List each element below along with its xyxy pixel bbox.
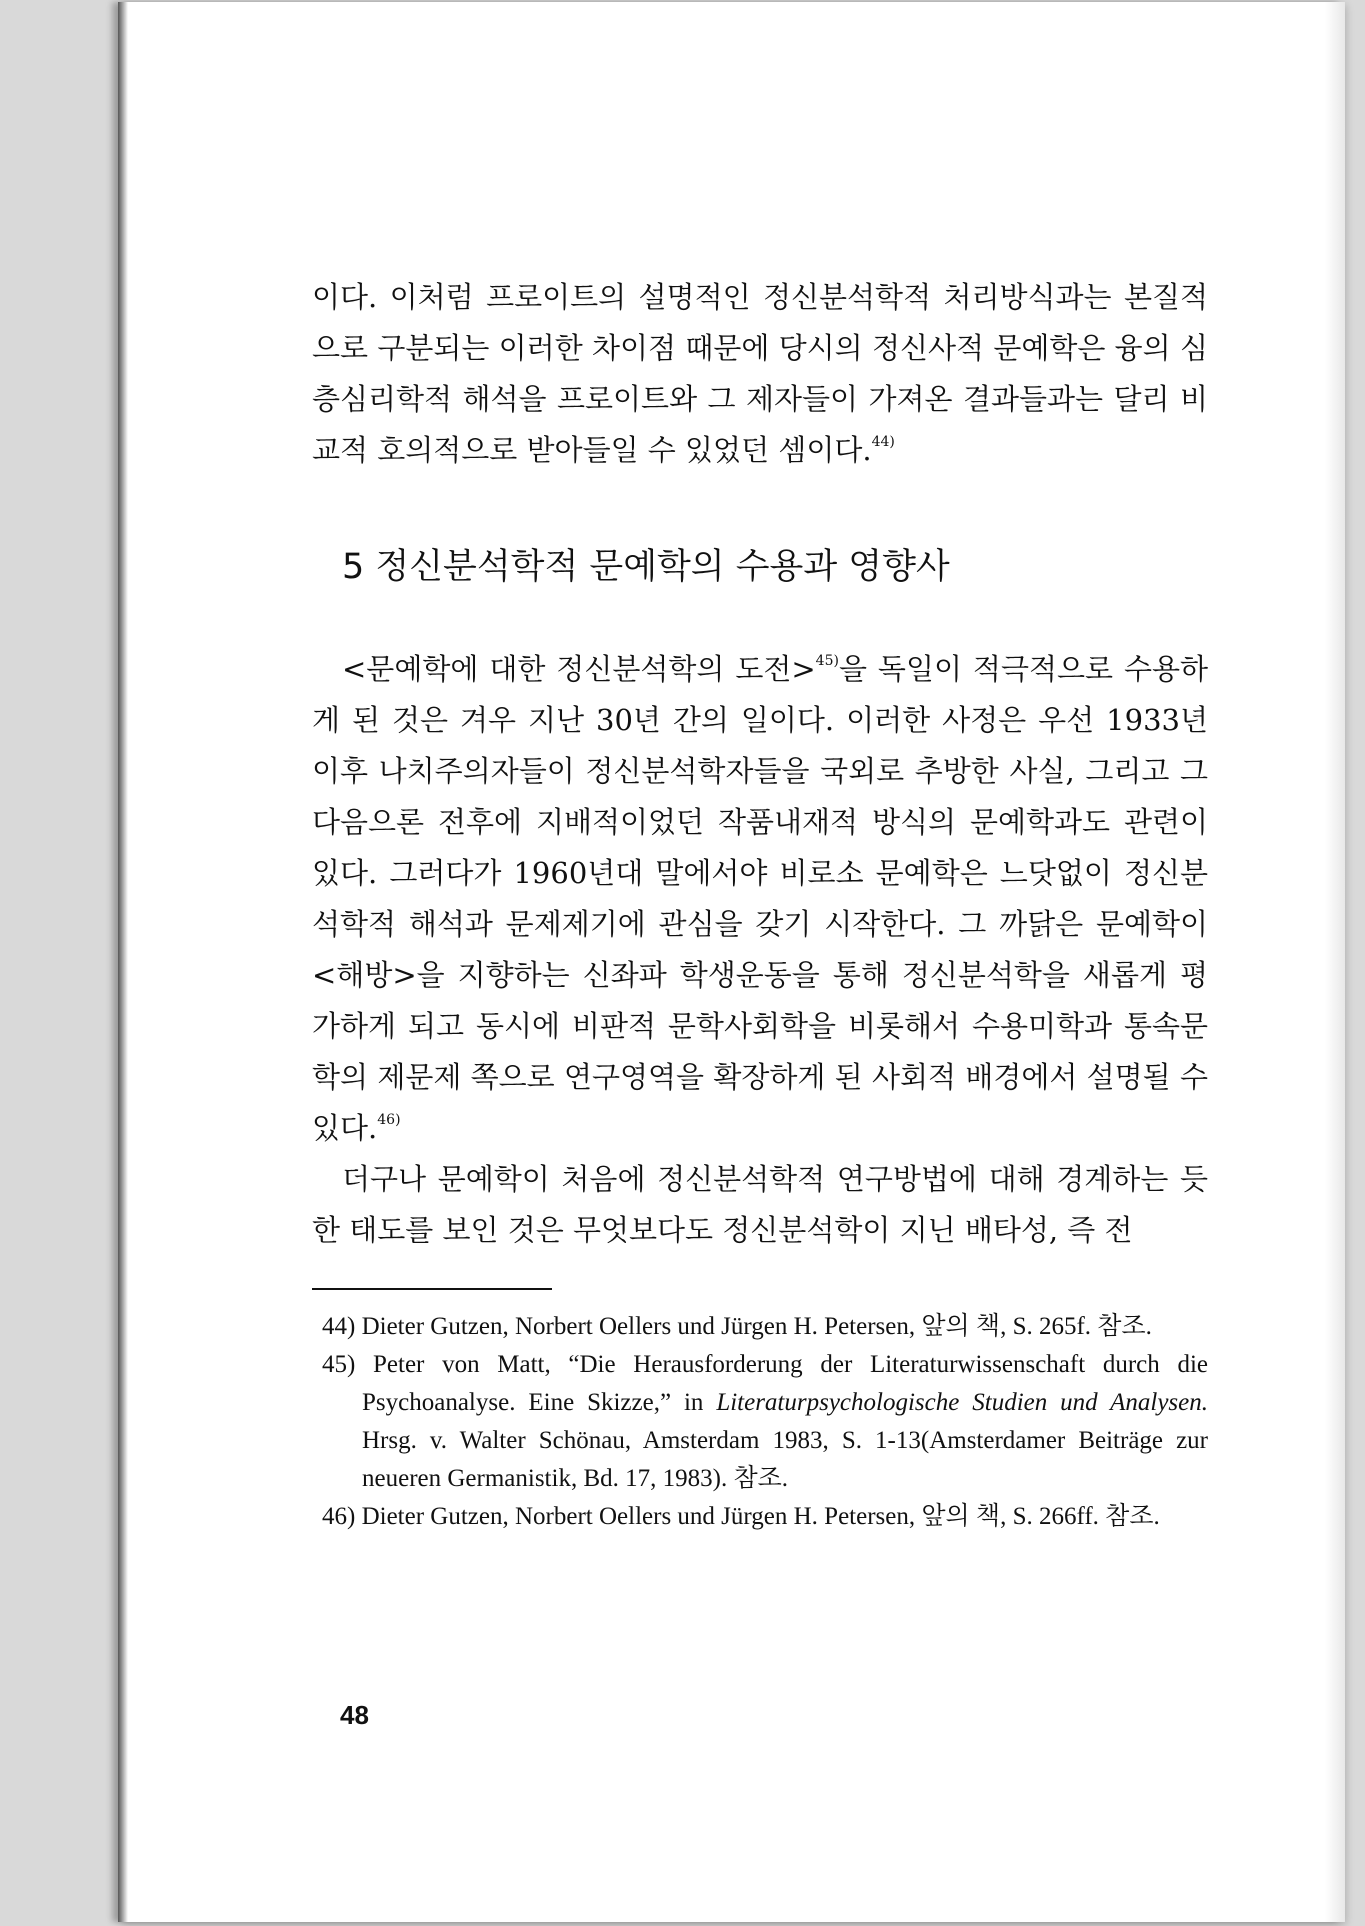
- footnote-45: [322, 1346, 1208, 1498]
- footnote-45-text-a: 45) Peter von Matt, “Die Herausforderung der Literaturwissenschaft durch die Psychoanalyse. Eine Skizze,” in: [322, 1351, 1208, 1416]
- footnote-divider: [312, 1288, 552, 1290]
- paragraph-3: 더구나 문예학이 처음에 정신분석학적 연구방법에 대해 경계하는 듯한 태도를 보인 것은 무엇보다도 정신분석학이 지닌 배타성, 즉 전: [312, 1162, 1208, 1247]
- page-number: 48: [340, 1700, 369, 1730]
- paragraph-2-quote: <문예학에 대한 정신분석학의 도전>: [342, 652, 816, 686]
- footnote-ref-46[interactable]: 46): [377, 1112, 401, 1128]
- footnote-45-text-b: Hrsg. v. Walter Schönau, Amsterdam 1983, S. 1-13(Amsterdamer Beiträge zur neueren Germanistik, Bd. 17, 1983). 참조.: [362, 1427, 1208, 1492]
- page-edge: [1325, 2, 1345, 1922]
- footnote-45-book-title: Literaturpsychologische Studien und Analysen.: [716, 1389, 1208, 1416]
- page-content: [312, 272, 1208, 1536]
- paragraph-2-text: 을 독일이 적극적으로 수용하게 된 것은 겨우 지난 30년 간의 일이다. 이러한 사정은 우선 1933년 이후 나치주의자들이 정신분석학자들을 국외로 추방한 사실, 그리고 그 다음으론 전후에 지배적이었던 작품내재적 방식의 문예학과도 관련이 있다. 그러다가 1960년대 말에서야 비로소 문예학은 느닷없이 정신분석학적 해석과 문제제기에 관심을 갖기 시작한다. 그 까닭은 문예학이 <해방>을 지향하는 신좌파 학생운동을 통해 정신분석학을 새롭게 평가하게 되고 동시에 비판적 문학사회학을 비롯해서 수용미학과 통속문학의 제문제 쪽으로 연구영역을 확장하게 된 사회적 배경에서 설명될 수 있다.: [312, 652, 1208, 1145]
- footnotes-list: [312, 1308, 1208, 1536]
- section-heading: 5 정신분석학적 문예학의 수용과 영향사: [342, 547, 950, 587]
- footnote-46: 46) Dieter Gutzen, Norbert Oellers und Jürgen H. Petersen, 앞의 책, S. 266ff. 참조.: [322, 1503, 1160, 1530]
- paragraph-intro: [312, 272, 1208, 476]
- footnote-44: 44) Dieter Gutzen, Norbert Oellers und Jürgen H. Petersen, 앞의 책, S. 265f. 참조.: [322, 1313, 1152, 1340]
- footnote-ref-44[interactable]: 44): [871, 434, 895, 450]
- paragraph-2: [312, 644, 1208, 1154]
- page-binding: [118, 2, 128, 1922]
- paragraph-intro-text: 이다. 이처럼 프로이트의 설명적인 정신분석학적 처리방식과는 본질적으로 구분되는 이러한 차이점 때문에 당시의 정신사적 문예학은 융의 심층심리학적 해석을 프로이트와 그 제자들이 가져온 결과들과는 달리 비교적 호의적으로 받아들일 수 있었던 셈이다.: [312, 280, 1208, 467]
- footnote-ref-45[interactable]: 45): [815, 653, 839, 669]
